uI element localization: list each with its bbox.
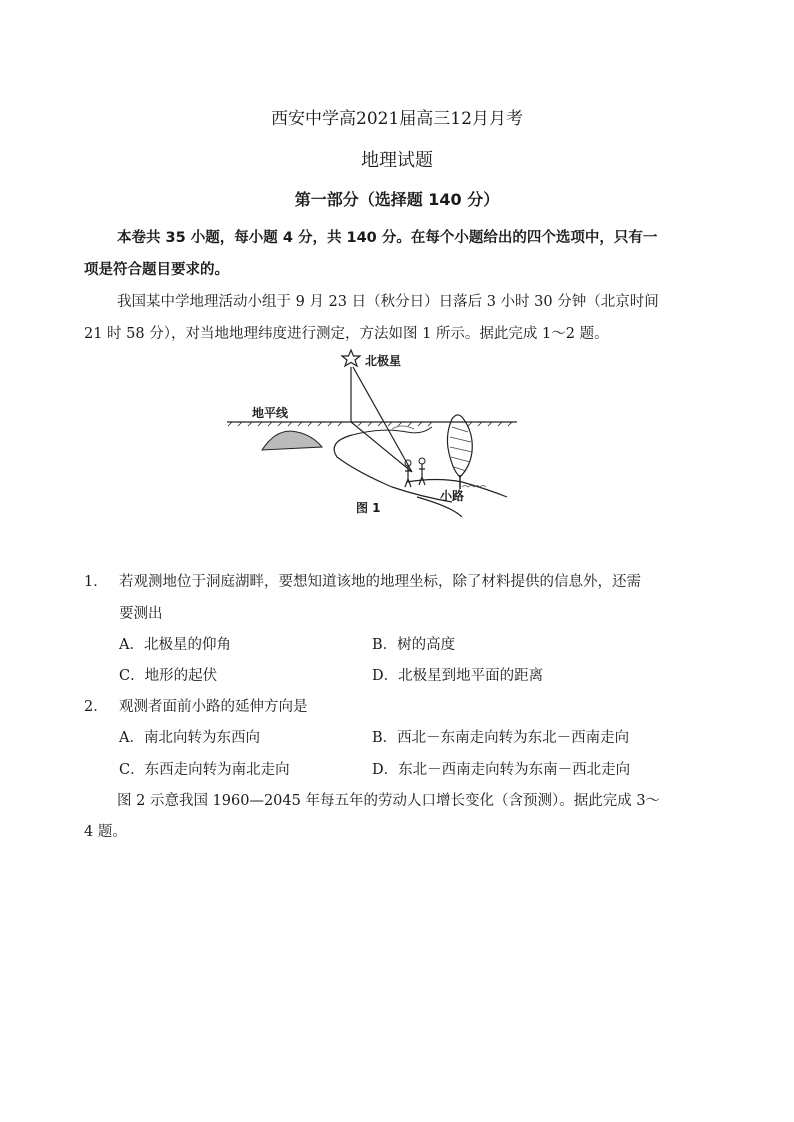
question-1-stem-line-2: 要测出 [119,606,163,622]
question-2-option-b[interactable]: B．西北－东南走向转为东北－西南走向 [372,730,630,746]
subject-title: 地理试题 [361,150,433,171]
horizon-label: 地平线 [252,406,289,420]
question-1-option-a[interactable]: A．北极星的仰角 [119,637,231,653]
question-2-option-d[interactable]: D．东北－西南走向转为东南－西北走向 [372,762,631,778]
figure-1-illustration [222,347,522,522]
material-1-line-1: 我国某中学地理活动小组于 9 月 23 日（秋分日）日落后 3 小时 30 分钟（北京时间 [117,294,659,310]
section-title: 第一部分（选择题 140 分） [294,190,500,209]
path-label: 小路 [440,489,465,503]
question-1-option-d[interactable]: D．北极星到地平面的距离 [372,668,544,684]
intro-line-1: 本卷共 35 小题，每小题 4 分，共 140 分。在每个小题给出的四个选项中，只有一 [117,230,658,246]
question-2-number: 2． [84,699,108,715]
intro-line-2: 项是符合题目要求的。 [84,262,229,278]
figure-1-caption: 图 1 [356,501,381,515]
star-icon [342,350,360,366]
figure-1 [222,347,522,522]
question-1-option-c[interactable]: C．地形的起伏 [119,668,218,684]
question-1-stem-line-1: 若观测地位于洞庭湖畔，要想知道该地的地理坐标，除了材料提供的信息外，还需 [119,574,641,590]
question-1-option-b[interactable]: B．树的高度 [372,637,456,653]
pole-star-label: 北极星 [365,354,402,368]
question-2-option-a[interactable]: A．南北向转为东西向 [119,730,260,746]
question-2-option-c[interactable]: C．东西走向转为南北走向 [119,762,290,778]
material-1-line-2: 21 时 58 分），对当地地理纬度进行测定，方法如图 1 所示。据此完成 1～2 题。 [84,326,609,342]
material-2-line-1: 图 2 示意我国 1960—2045 年每五年的劳动人口增长变化（含预测）。据此完成 3～ [117,793,661,809]
question-1-number: 1． [84,574,108,590]
question-2-stem-line-1: 观测者面前小路的延伸方向是 [119,699,308,715]
material-2-line-2: 4 题。 [84,824,127,840]
school-title: 西安中学高2021届高三12月月考 [271,109,523,129]
